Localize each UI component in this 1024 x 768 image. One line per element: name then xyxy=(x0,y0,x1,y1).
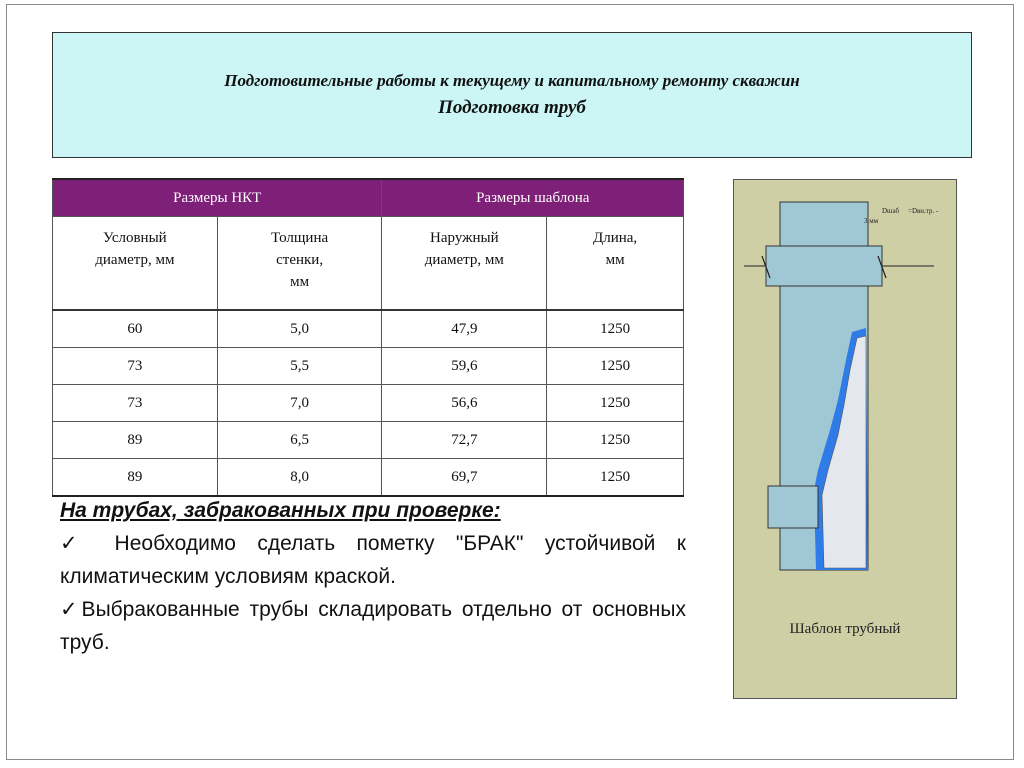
group-header-nkt: Размеры НКТ xyxy=(53,179,382,217)
table-cell: 72,7 xyxy=(382,422,547,459)
column-header: Длина, мм xyxy=(547,217,684,311)
table-row xyxy=(53,348,684,385)
group-header-template: Размеры шаблона xyxy=(382,179,684,217)
d-inner-label: =Dвн.тр. - xyxy=(908,207,939,215)
d-template-label: Dшаб xyxy=(882,207,900,215)
slide-title: Подготовительные работы к текущему и капитальному ремонту скважин xyxy=(224,71,800,90)
notes-item: ✓ Необходимо сделать пометку "БРАК" устойчивой к климатическим условиям краской. xyxy=(60,532,686,588)
table-cell: 56,6 xyxy=(382,385,547,422)
title-box xyxy=(52,32,972,158)
table-cell: 7,0 xyxy=(217,385,382,422)
notes-item: ✓Выбракованные трубы складировать отдельно от основных труб. xyxy=(60,598,686,654)
table-cell: 69,7 xyxy=(382,459,547,497)
sizes-table xyxy=(52,178,684,497)
column-header: Наружный диаметр, мм xyxy=(382,217,547,311)
table-row xyxy=(53,310,684,348)
column-header: Толщина стенки, мм xyxy=(217,217,382,311)
table-cell: 47,9 xyxy=(382,310,547,348)
table-cell: 73 xyxy=(53,348,218,385)
pipe-template-figure xyxy=(733,179,957,699)
figure-caption: Шаблон трубный xyxy=(789,621,901,637)
table-row xyxy=(53,385,684,422)
upper-collar xyxy=(766,246,882,286)
slide-subtitle: Подготовка труб xyxy=(438,97,586,118)
table-cell: 5,0 xyxy=(217,310,382,348)
table-cell: 1250 xyxy=(547,385,684,422)
table-cell: 1250 xyxy=(547,310,684,348)
table-cell: 8,0 xyxy=(217,459,382,497)
table-cell: 1250 xyxy=(547,348,684,385)
table-cell: 1250 xyxy=(547,459,684,497)
mm-label: 3 мм xyxy=(864,217,879,225)
table-cell: 73 xyxy=(53,385,218,422)
table-cell: 89 xyxy=(53,422,218,459)
table-cell: 60 xyxy=(53,310,218,348)
notes-heading: На трубах, забракованных при проверке: xyxy=(60,499,501,522)
table-cell: 6,5 xyxy=(217,422,382,459)
table-row xyxy=(53,422,684,459)
table-row xyxy=(53,459,684,497)
lower-collar xyxy=(768,486,818,528)
table-cell: 89 xyxy=(53,459,218,497)
table-cell: 5,5 xyxy=(217,348,382,385)
table-cell: 1250 xyxy=(547,422,684,459)
table-cell: 59,6 xyxy=(382,348,547,385)
notes-block xyxy=(60,494,686,659)
column-header: Условный диаметр, мм xyxy=(53,217,218,311)
